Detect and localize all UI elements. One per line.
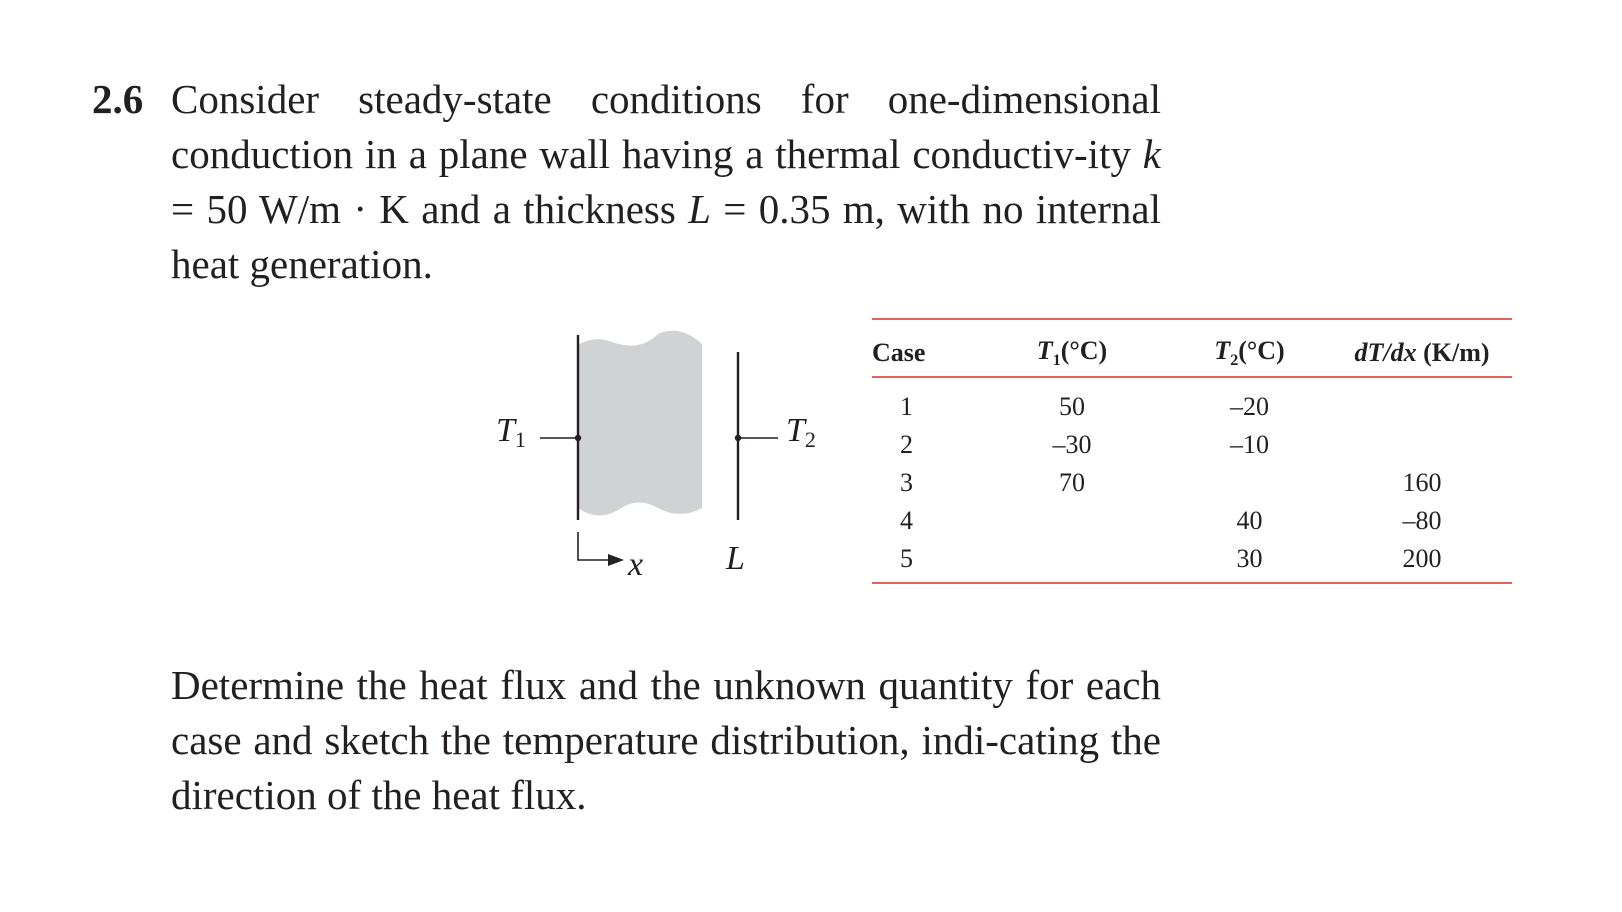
cell-case: 1 <box>900 392 913 421</box>
cell-case: 4 <box>900 506 913 535</box>
t2-point <box>735 435 741 441</box>
cases-table <box>872 330 1512 578</box>
plane-wall-diagram <box>480 320 840 610</box>
cell-t2: 30 <box>1236 544 1263 573</box>
cell-case: 3 <box>900 468 913 497</box>
thickness-label: L <box>726 540 745 577</box>
cell-gradient: 200 <box>1402 544 1442 573</box>
cell-gradient: –80 <box>1402 506 1442 535</box>
header-t2: $T_2(^\circ C)$ <box>1214 335 1285 370</box>
cell-t2: 40 <box>1236 506 1263 535</box>
x-axis-label: x <box>628 546 644 583</box>
x-axis-arrow <box>578 532 610 560</box>
plane-wall-figure <box>480 320 840 610</box>
table-row <box>872 502 1512 540</box>
cell-gradient <box>1332 388 1512 426</box>
wall-body <box>578 331 702 516</box>
thickness-symbol: L <box>688 186 711 232</box>
table-row <box>872 540 1512 578</box>
table-row <box>872 426 1512 464</box>
cell-t2: –10 <box>1230 430 1269 459</box>
cell-case: 2 <box>900 430 913 459</box>
x-arrowhead <box>608 554 624 566</box>
cell-t1: 70 <box>1059 468 1085 497</box>
cell-t1 <box>977 540 1167 578</box>
header-case: Case <box>872 338 926 367</box>
table-header-row <box>872 330 1512 376</box>
problem-statement <box>171 72 1161 292</box>
table-row <box>872 388 1512 426</box>
t2-label: $T_2$ <box>786 412 816 452</box>
statement-text: = 0.35 m, with no internal heat generation. <box>171 186 1161 287</box>
cell-t2: –20 <box>1230 392 1269 421</box>
t1-label: $T_1$ <box>496 412 526 452</box>
table-bottom-rule <box>872 582 1512 584</box>
statement-text: = 50 W/m · K and a thickness <box>171 186 689 232</box>
cell-t1: 50 <box>1059 392 1085 421</box>
header-gradient: dT/dx (K/m) <box>1354 338 1490 367</box>
cell-t1 <box>977 502 1167 540</box>
header-t1: $T_1(^\circ C)$ <box>1036 335 1108 370</box>
cell-t1: –30 <box>1052 430 1092 459</box>
cell-gradient: 160 <box>1402 468 1442 497</box>
cell-t2 <box>1167 464 1332 502</box>
statement-text: Consider steady-state conditions for one-dimensional conduction in a plane wall having a thermal conductiv-ity <box>171 76 1161 177</box>
t1-point <box>575 435 581 441</box>
cell-case: 5 <box>900 544 913 573</box>
problem-number: 2.6 <box>92 76 144 122</box>
table-top-rule <box>872 318 1512 320</box>
conductivity-symbol: k <box>1142 131 1161 177</box>
cell-gradient <box>1332 426 1512 464</box>
question-text: Determine the heat flux and the unknown quantity for each case and sketch the temperature distribution, indi-cating the direction of the heat flux. <box>171 662 1161 818</box>
table-row <box>872 464 1512 502</box>
